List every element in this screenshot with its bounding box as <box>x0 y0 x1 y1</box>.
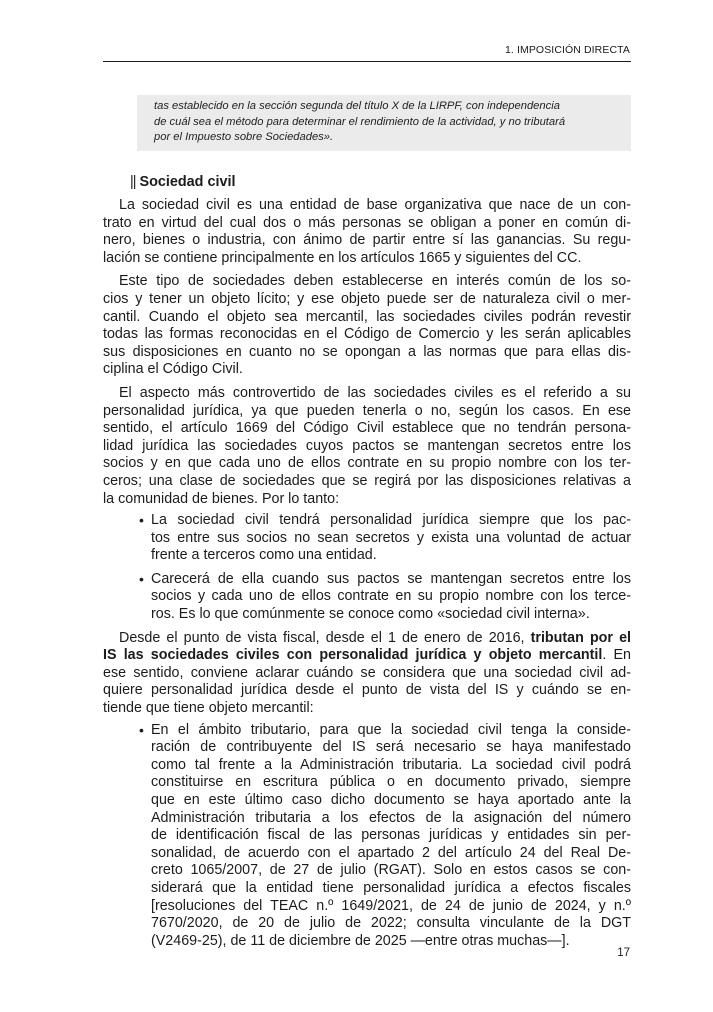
section-marker: || <box>130 174 136 190</box>
text-line: la comunidad de bienes. Por lo tanto: <box>103 490 340 507</box>
text-line: sus disposiciones en cuanto no se opongan a las normas que para ellas dis- <box>103 343 631 360</box>
text-line <box>103 630 631 648</box>
text-line: Este tipo de sociedades deben establecerse en interés común de los so- <box>119 273 631 290</box>
text-line: de identificación fiscal de las personas jurídicas y entidades sin per- <box>151 827 631 844</box>
quote-box <box>137 95 631 151</box>
text-line: tiende que tiene objeto mercantil: <box>103 700 314 717</box>
text-line: Carecerá de ella cuando sus pactos se mantengan secretos entre los <box>151 570 631 587</box>
paragraph-1 <box>103 197 631 267</box>
text-line: frente a terceros como una entidad. <box>151 547 377 564</box>
text-line: sentido, el artículo 1669 del Código Civil establece que no tendrán persona- <box>103 420 631 437</box>
bullet-item <box>103 512 631 565</box>
quote-line: por el Impuesto sobre Sociedades». <box>154 131 334 143</box>
running-header: 1. IMPOSICIÓN DIRECTA <box>504 44 630 56</box>
page-number: 17 <box>617 947 630 959</box>
text-line: Administración tributaria a los efectos de la asignación del número <box>151 809 631 826</box>
text-line: La sociedad civil tendrá personalidad jurídica siempre que los pac- <box>151 512 631 529</box>
text-line: sonalidad, de acuerdo con el apartado 2 del artículo 24 del Real De- <box>151 844 631 861</box>
bold-run: tributan por el <box>530 629 631 646</box>
text-line: 7670/2020, de 20 de julio de 2022; consulta vinculante de la DGT <box>151 915 631 932</box>
text-line <box>103 647 631 665</box>
text-line: En el ámbito tributario, para que la sociedad civil tenga la conside- <box>151 721 631 738</box>
text-line: cantil. Cuando el objeto sea mercantil, las sociedades civiles podrán revestir <box>103 308 631 325</box>
text-line: nero, bienes o industria, con ánimo de partir entre sí las ganancias. Su regu- <box>103 232 631 249</box>
body-text <box>103 197 631 950</box>
text-line: socios y cada uno de ellos contrate en su propio nombre con los terce- <box>151 588 631 605</box>
text-run: . En <box>602 647 631 664</box>
text-line: como tal frente a la Administración tributaria. La sociedad civil podrá <box>151 756 631 773</box>
bold-run: IS las sociedades civiles con personalidad jurídica y objeto mercantil <box>103 647 603 664</box>
paragraph-2 <box>103 273 631 379</box>
bullet-item <box>103 571 631 624</box>
quote-line: tas establecido en la sección segunda del título X de la LIRPF, con independencia <box>154 100 560 112</box>
text-line: ceros; una clase de sociedades que se regirá por las disposiciones relativas a <box>103 472 631 489</box>
text-line: [resoluciones del TEAC n.º 1649/2021, de 24 de junio de 2024, y n.º <box>151 897 631 914</box>
text-line: trato en virtud del cual dos o más personas se obligan a poner en común di- <box>103 214 631 231</box>
text-line: quiere personalidad jurídica desde el punto de vista del IS y cuándo se en- <box>103 682 631 699</box>
text-line: socios y en que cada uno de ellos contrate en su propio nombre con los ter- <box>103 455 631 472</box>
bullet-marker: • <box>139 570 144 587</box>
text-line: ciplina el Código Civil. <box>103 361 243 378</box>
text-line: lidad jurídica las sociedades cuyos pactos se mantengan secretos entre los <box>103 437 631 454</box>
text-line: que en este último caso dicho documento se haya aportado ante la <box>151 792 631 808</box>
section-heading <box>130 173 235 191</box>
bullet-item <box>103 722 631 951</box>
text-line: lación se contiene principalmente en los artículos 1665 y siguientes del CC. <box>103 249 582 266</box>
text-line: constituirse en escritura pública o en documento privado, siempre <box>151 774 631 791</box>
text-line: El aspecto más controvertido de las sociedades civiles es el referido a su <box>119 384 631 401</box>
text-line: ración de contribuyente del IS será necesario se haya manifestado <box>151 739 631 756</box>
paragraph-3 <box>103 385 631 508</box>
text-line: personalidad jurídica, ya que pueden tenerla o no, según los casos. En ese <box>103 402 631 419</box>
text-line: siderará que la entidad tiene personalidad jurídica a efectos fiscales <box>151 879 631 896</box>
paragraph-4 <box>103 630 631 718</box>
text-line: cios y tener un objeto lícito; y ese objeto puede ser de naturaleza civil o mer- <box>103 290 631 307</box>
text-line: La sociedad civil es una entidad de base organizativa que nace de un con- <box>119 197 631 213</box>
text-line: ros. Es lo que comúnmente se conoce como «sociedad civil interna». <box>151 606 590 623</box>
text-line: (V2469-25), de 11 de diciembre de 2025 —entre otras muchas—]. <box>151 932 570 949</box>
text-line: tos entre sus socios no sean secretos y exista una voluntad de actuar <box>151 529 631 546</box>
text-line: creto 1065/2007, de 27 de julio (RGAT). Solo en estos casos se con- <box>151 862 631 879</box>
text-line: todas las formas reconocidas en el Código de Comercio y les serán aplicables <box>103 326 631 343</box>
quote-line: de cuál sea el método para determinar el rendimiento de la actividad, y no tributará <box>154 115 566 128</box>
text-run: Desde el punto de vista fiscal, desde el 1 de enero de 2016, <box>119 629 531 646</box>
bullet-marker: • <box>139 512 144 529</box>
section-title: Sociedad civil <box>139 174 236 190</box>
text-line: ese sentido, conviene aclarar cuándo se considera que una sociedad civil ad- <box>103 664 631 681</box>
bullet-marker: • <box>139 721 144 738</box>
header-rule <box>103 61 631 62</box>
